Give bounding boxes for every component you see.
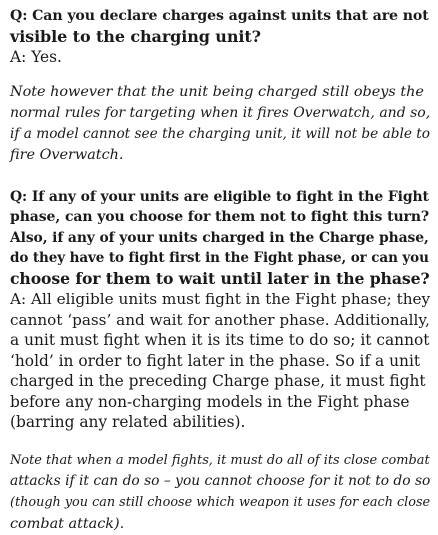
note-line: Note however that the unit being charged still obeys the	[10, 83, 424, 100]
question-line: Q: Can you declare charges against units that are not	[10, 8, 429, 24]
question-line: Also, if any of your units charged in the Charge phase,	[10, 229, 429, 246]
answer-line: A: All eligible units must fight in the Fight phase; they	[10, 290, 431, 309]
note-line: attacks if it can do so – you cannot choose for it not to do so	[10, 472, 431, 489]
faq-answer-2	[10, 289, 430, 433]
note-line: normal rules for targeting when it fires Overwatch, and so,	[10, 104, 431, 121]
note-line: fire Overwatch.	[10, 147, 124, 164]
note-line: Note that when a model fights, it must do all of its close combat	[10, 452, 430, 468]
question-line: Q: If any of your units are eligible to fight in the Fight	[10, 188, 429, 205]
answer-line: cannot ‘pass’ and wait for another phase. Additionally,	[10, 310, 430, 329]
answer-line: (barring any related abilities).	[10, 413, 246, 432]
answer-line: ‘hold’ in order to fight later in the phase. So if a unit	[10, 351, 421, 370]
answer-line: before any non-charging models in the Fight phase	[10, 392, 410, 411]
faq-note-2	[10, 450, 430, 535]
faq-entry-2	[10, 187, 430, 535]
faq-question-1	[10, 6, 430, 47]
faq-note-1	[10, 82, 430, 167]
question-line: phase, can you choose for them not to fight this turn?	[10, 209, 430, 226]
answer-line: a unit must fight when it is its time to do so; it cannot	[10, 331, 430, 350]
note-line: (though you can still choose which weapon it uses for each close	[10, 495, 431, 511]
question-line: do they have to fight first in the Fight phase, or can you	[10, 250, 429, 267]
faq-question-2	[10, 187, 430, 290]
answer-line: charged in the preceding Charge phase, it must fight	[10, 372, 426, 391]
faq-answer-1	[10, 47, 430, 68]
question-line: visible to the charging unit?	[10, 26, 261, 46]
faq-entry-1	[10, 6, 430, 167]
note-line: combat attack).	[10, 515, 125, 532]
question-line: choose for them to wait until later in the phase?	[10, 268, 430, 288]
answer-line: A: Yes.	[10, 48, 62, 66]
note-line: if a model cannot see the charging unit, it will not be able to	[10, 126, 431, 143]
